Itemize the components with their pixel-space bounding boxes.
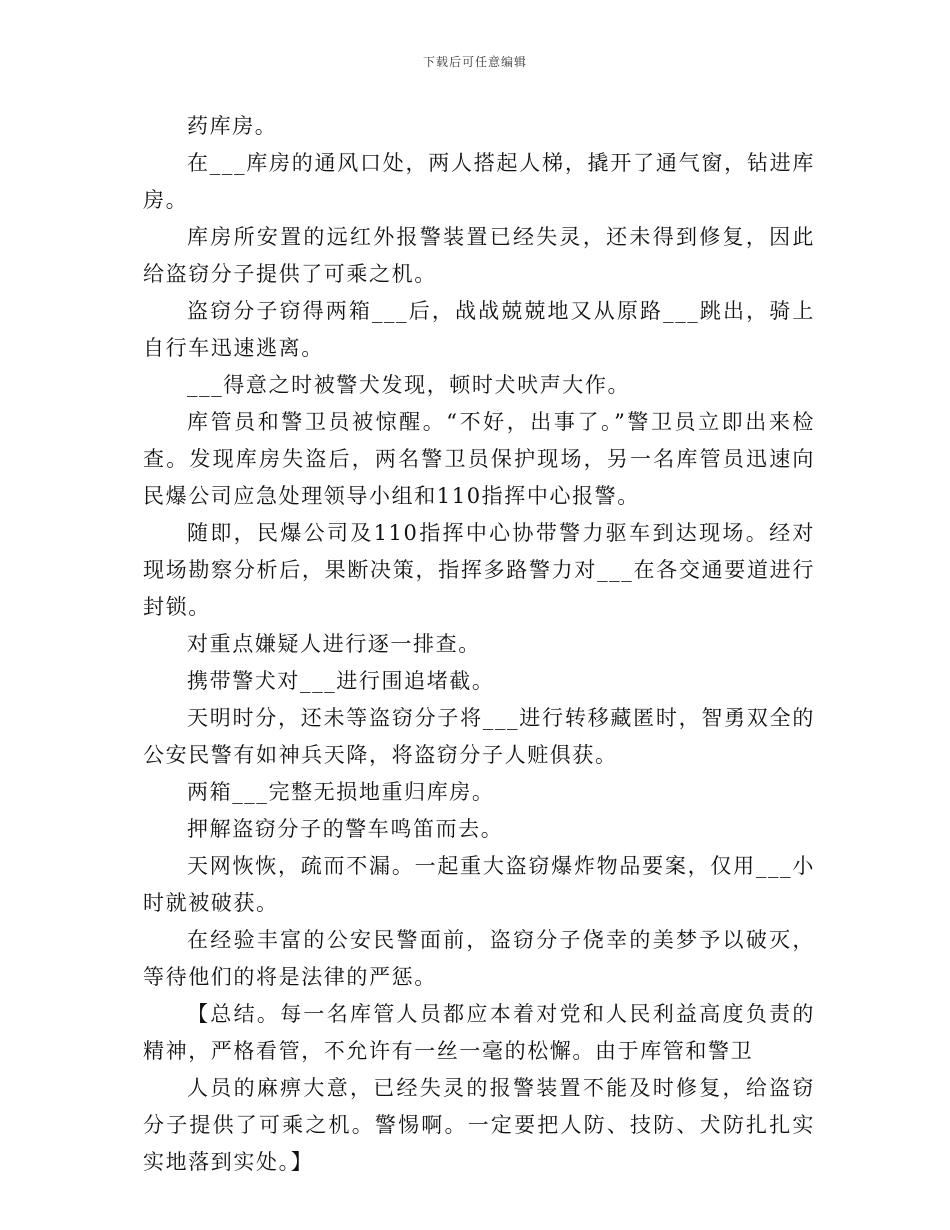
paragraph: 随即，民爆公司及110指挥中心协带警力驱车到达现场。经对现场勘察分析后，果断决策，指挥多路警力对___在各交通要道进行封锁。 — [143, 521, 815, 619]
paragraph: 押解盗窃分子的警车鸣笛而去。 — [187, 817, 504, 841]
paragraph: 天明时分，还未等盗窃分子将___进行转移藏匿时，智勇双全的公安民警有如神兵天降，将盗窃分子人赃俱获。 — [143, 706, 815, 767]
paragraph: 天网恢恢，疏而不漏。一起重大盗窃爆炸物品要案，仅用___小时就被破获。 — [143, 854, 815, 915]
page-header: 下载后可任意编辑 — [422, 55, 527, 69]
paragraph: 对重点嫌疑人进行逐一排查。 — [187, 632, 481, 656]
paragraph: 在经验丰富的公安民警面前，盗窃分子侥幸的美梦予以破灭，等待他们的将是法律的严惩。 — [143, 928, 815, 989]
paragraph: 两箱___完整无损地重归库房。 — [187, 780, 495, 804]
document-body — [143, 108, 815, 1181]
summary-paragraph: 【总结。每一名库管人员都应本着对党和人民利益高度负责的精神，严格看管，不允许有一丝一毫的松懈。由于库管和警卫 — [143, 1002, 815, 1063]
paragraph: 药库房。 — [187, 114, 278, 138]
paragraph: 库管员和警卫员被惊醒。“不好，出事了。”警卫员立即出来检查。发现库房失盗后，两名警卫员保护现场，另一名库管员迅速向民爆公司应急处理领导小组和110指挥中心报警。 — [143, 410, 815, 508]
paragraph: 库房所安置的远红外报警装置已经失灵，还未得到修复，因此给盗窃分子提供了可乘之机。 — [143, 225, 815, 286]
paragraph: 盗窃分子窃得两箱___后，战战兢兢地又从原路___跳出，骑上自行车迅速逃离。 — [143, 299, 815, 360]
paragraph: ___得意之时被警犬发现，顿时犬吠声大作。 — [187, 373, 631, 397]
paragraph: 携带警犬对___进行围追堵截。 — [187, 669, 495, 693]
paragraph: 在___库房的通风口处，两人搭起人梯，撬开了通气窗，钻进库房。 — [143, 151, 815, 212]
summary-paragraph: 人员的麻痹大意，已经失灵的报警装置不能及时修复，给盗窃分子提供了可乘之机。警惕啊。一定要把人防、技防、犬防扎扎实实地落到实处。】 — [143, 1076, 815, 1174]
